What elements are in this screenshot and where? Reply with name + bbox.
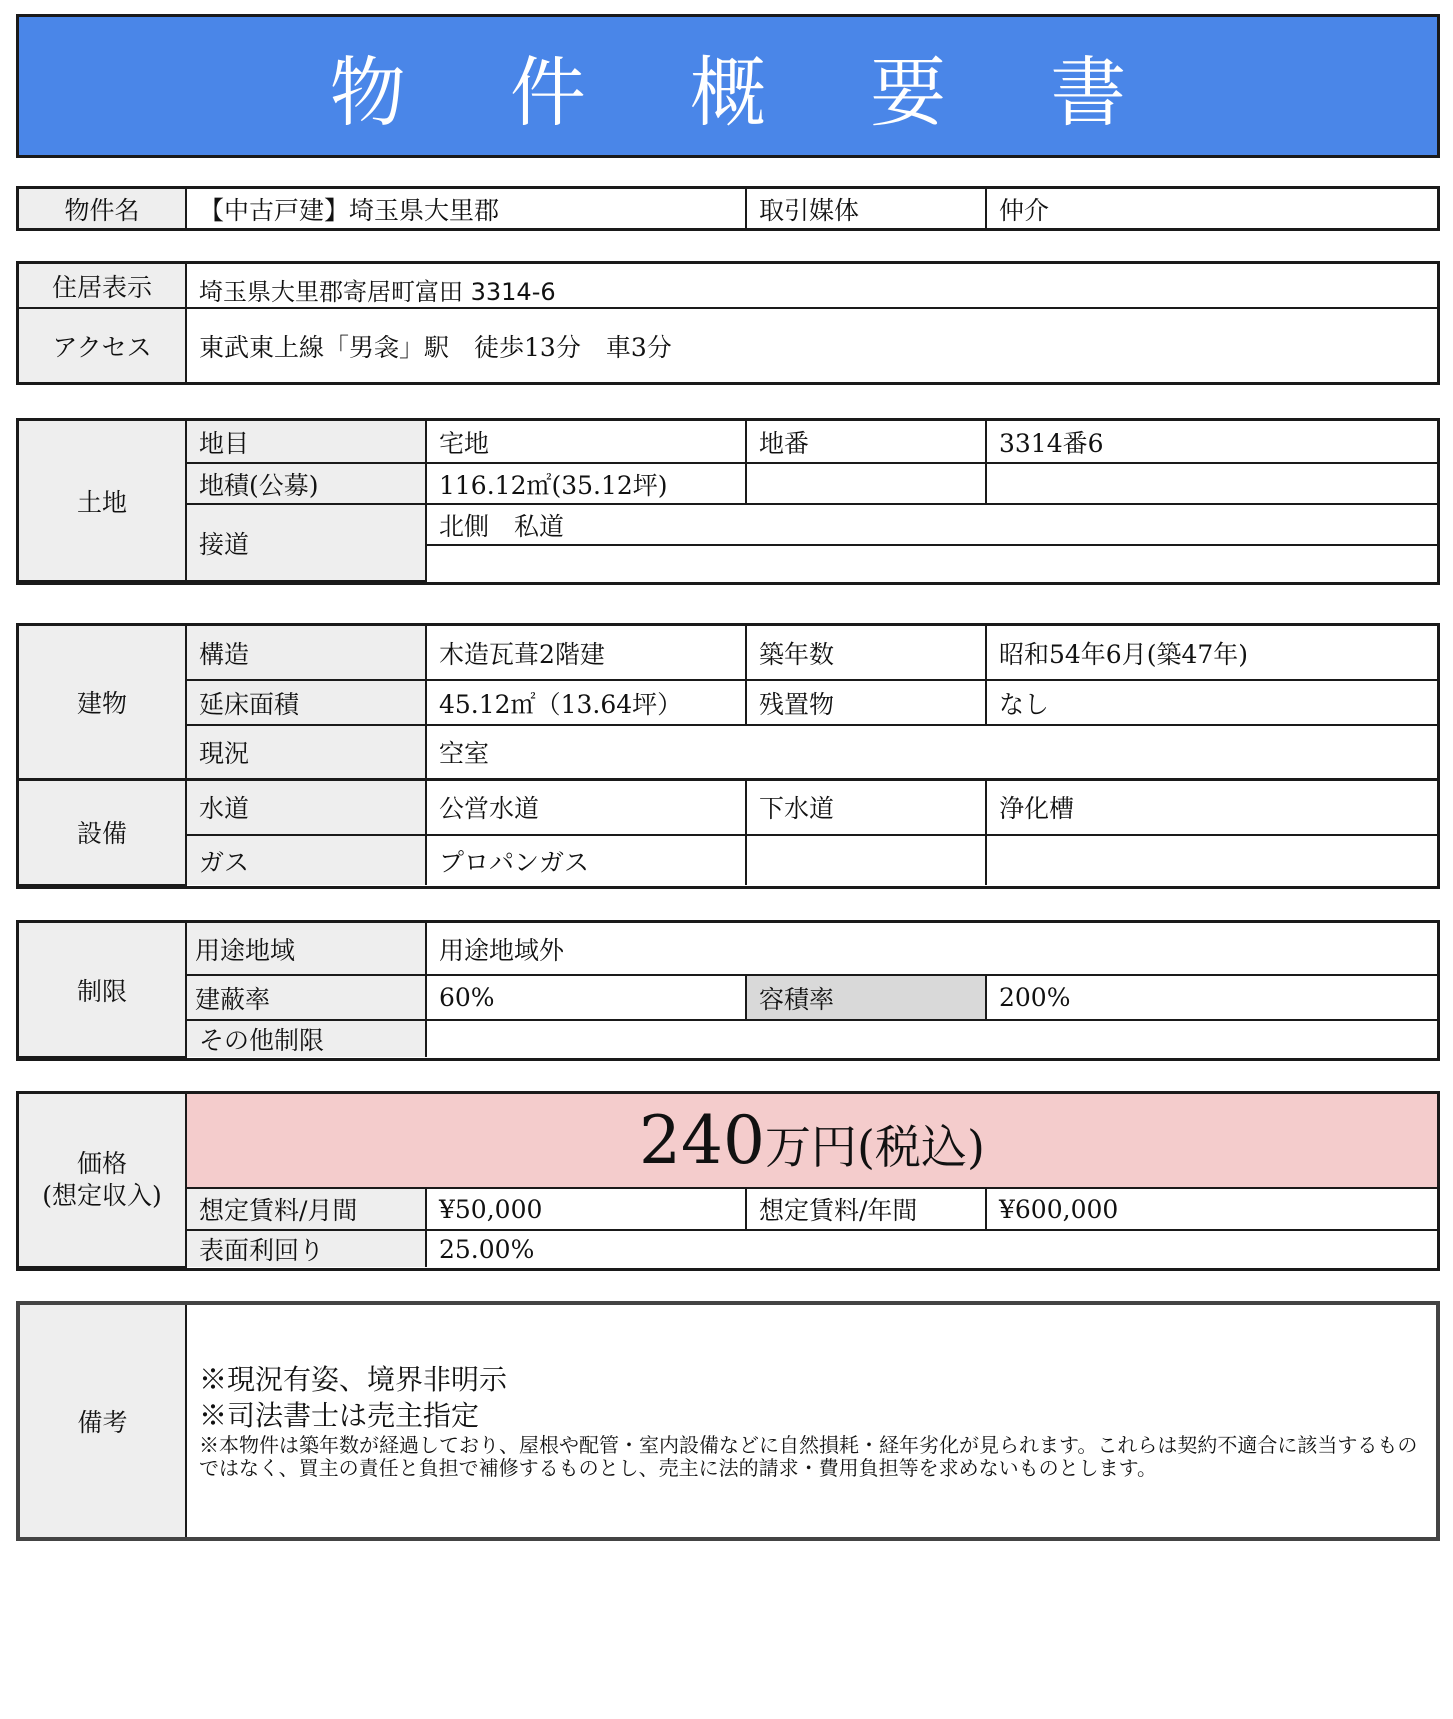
yearly-rent-value: ¥600,000 xyxy=(986,1188,1437,1230)
zone-value: 用途地域外 xyxy=(426,923,1437,975)
address-label: 住居表示 xyxy=(19,264,186,308)
chimoku-value: 宅地 xyxy=(426,421,746,463)
page-title: 物 件 概 要 書 xyxy=(329,47,1167,137)
deal-type-label: 取引媒体 xyxy=(746,189,986,228)
address-block xyxy=(16,261,1440,385)
building-block xyxy=(16,623,1440,889)
land-block xyxy=(16,418,1440,585)
building-label: 建物 xyxy=(19,626,186,779)
property-name-label: 物件名 xyxy=(19,189,186,228)
remarks-line-2: ※司法書士は売主指定 xyxy=(199,1399,480,1432)
floor-area-label: 延床面積 xyxy=(186,680,426,725)
other-restriction-value xyxy=(426,1020,1437,1057)
facility-empty-label xyxy=(746,835,986,885)
price-block xyxy=(16,1091,1440,1271)
water-label: 水道 xyxy=(186,779,426,835)
property-name-value: 【中古戸建】埼玉県大里郡 xyxy=(186,189,746,228)
price-label-line1: 価格 xyxy=(76,1149,127,1178)
facility-empty-value xyxy=(986,835,1437,885)
status-value: 空室 xyxy=(426,725,1437,779)
price-label xyxy=(19,1094,186,1267)
property-name-block xyxy=(16,186,1440,231)
monthly-rent-value: ¥50,000 xyxy=(426,1188,746,1230)
status-label: 現況 xyxy=(186,725,426,779)
monthly-rent-label: 想定賃料/月間 xyxy=(186,1188,426,1230)
road-value: 北側 私道 xyxy=(426,504,1437,545)
yield-value: 25.00% xyxy=(426,1230,1437,1267)
leftover-value: なし xyxy=(986,680,1437,725)
sewer-value: 浄化槽 xyxy=(986,779,1437,835)
chimoku-label: 地目 xyxy=(186,421,426,463)
remarks-block xyxy=(16,1301,1440,1541)
remarks-line-1: ※現況有姿、境界非明示 xyxy=(199,1363,508,1396)
far-label: 容積率 xyxy=(746,975,986,1020)
land-empty-label xyxy=(746,463,986,504)
access-label: アクセス xyxy=(19,308,186,382)
gas-value: プロパンガス xyxy=(426,835,746,885)
other-restriction-label: その他制限 xyxy=(186,1020,426,1057)
gas-label: ガス xyxy=(186,835,426,885)
far-value: 200% xyxy=(986,975,1437,1020)
restrictions-label: 制限 xyxy=(19,923,186,1057)
age-label: 築年数 xyxy=(746,626,986,680)
price-amount: 240 xyxy=(639,1102,766,1179)
leftover-label: 残置物 xyxy=(746,680,986,725)
access-value: 東武東上線「男衾」駅 徒歩13分 車3分 xyxy=(186,308,1437,382)
chiban-label: 地番 xyxy=(746,421,986,463)
land-empty-value xyxy=(986,463,1437,504)
age-value: 昭和54年6月(築47年) xyxy=(986,626,1437,680)
road-value-extra xyxy=(426,545,1437,581)
price-label-line2: (想定収入) xyxy=(42,1181,162,1210)
yearly-rent-label: 想定賃料/年間 xyxy=(746,1188,986,1230)
facilities-label: 設備 xyxy=(19,779,186,885)
land-area-value: 116.12㎡(35.12坪) xyxy=(426,463,746,504)
deal-type-value: 仲介 xyxy=(986,189,1437,228)
floor-area-value: 45.12㎡（13.64坪） xyxy=(426,680,746,725)
water-value: 公営水道 xyxy=(426,779,746,835)
land-area-label: 地積(公募) xyxy=(186,463,426,504)
chiban-value: 3314番6 xyxy=(986,421,1437,463)
restrictions-block xyxy=(16,920,1440,1061)
remarks-line-3: ※本物件は築年数が経過しており、屋根や配管・室内設備などに自然損耗・経年劣化が見られます。これらは契約不適合に該当するものではなく、買主の責任と負担で補修するものとし、売主に法的請求・費用負担等を求めないものとします。 xyxy=(199,1433,1418,1480)
sewer-label: 下水道 xyxy=(746,779,986,835)
bcr-value: 60% xyxy=(426,975,746,1020)
zone-label: 用途地域 xyxy=(186,923,426,975)
remarks-label: 備考 xyxy=(20,1305,186,1537)
land-label: 土地 xyxy=(19,421,186,581)
structure-label: 構造 xyxy=(186,626,426,680)
road-label: 接道 xyxy=(186,504,426,581)
price-amount-cell xyxy=(186,1094,1437,1188)
remarks-content xyxy=(186,1305,1436,1537)
yield-label: 表面利回り xyxy=(186,1230,426,1267)
price-unit: 万円(税込) xyxy=(765,1120,985,1174)
address-value: 埼玉県大里郡寄居町富田 3314-6 xyxy=(186,264,1437,308)
bcr-label: 建蔽率 xyxy=(186,975,426,1020)
structure-value: 木造瓦葺2階建 xyxy=(426,626,746,680)
title-banner xyxy=(16,14,1440,158)
